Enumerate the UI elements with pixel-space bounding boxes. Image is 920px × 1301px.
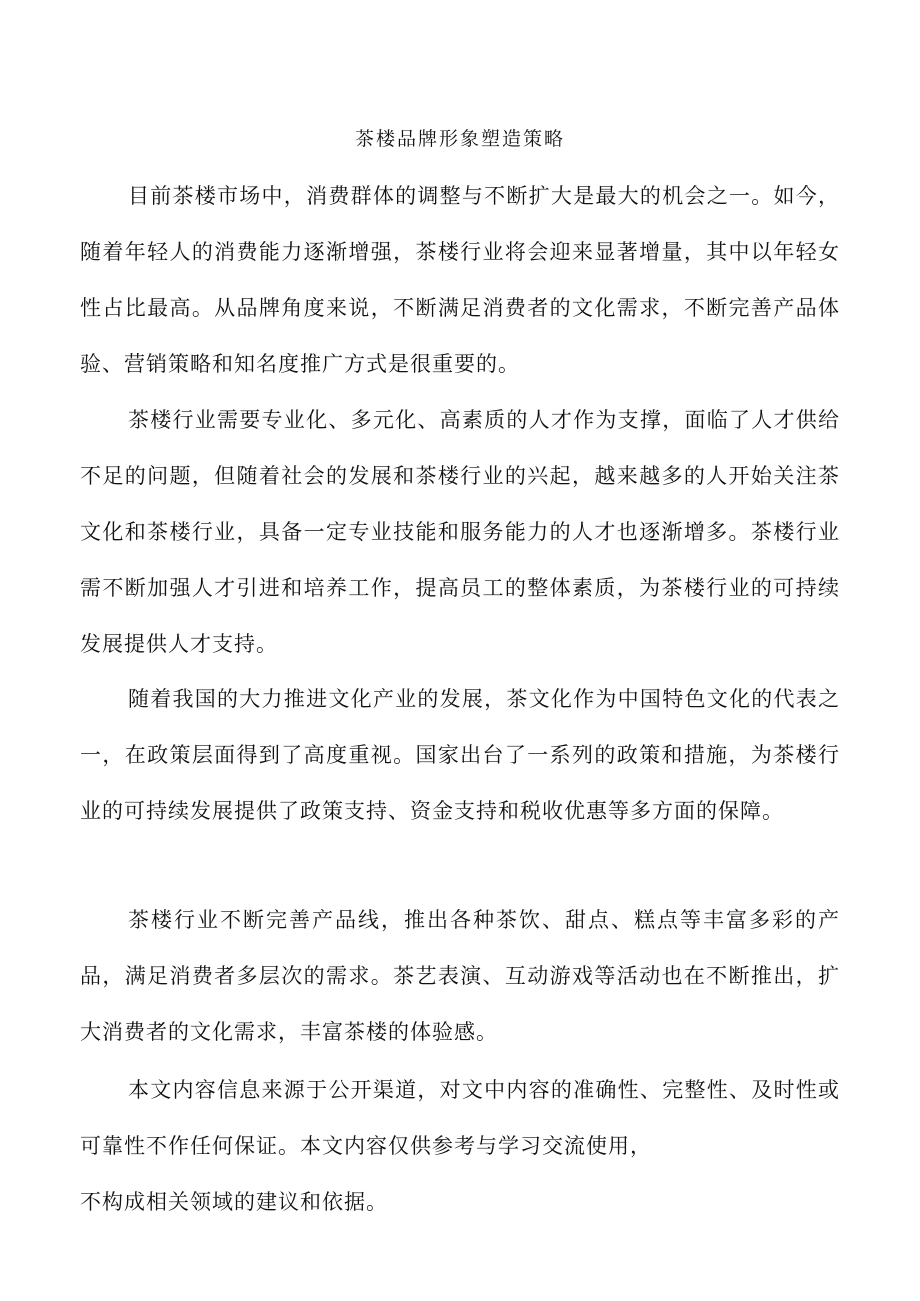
paragraph-product-line: 茶楼行业不断完善产品线，推出各种茶饮、甜点、糕点等丰富多彩的产品，满足消费者多层次的需求。茶艺表演、互动游戏等活动也在不断推出，扩大消费者的文化需求，丰富茶楼的体验感。: [80, 908, 840, 1044]
document-title: 茶楼品牌形象塑造策略: [354, 128, 565, 150]
paragraph-disclaimer: [80, 1062, 840, 1230]
paragraph-policy: 随着我国的大力推进文化产业的发展，茶文化作为中国特色文化的代表之一，在政策层面得到了高度重视。国家出台了一系列的政策和措施，为茶楼行业的可持续发展提供了政策支持、资金支持和税收优惠等多方面的保障。: [80, 687, 840, 823]
disclaimer-text-part2: 不构成相关领域的建议和依据。: [80, 1190, 388, 1214]
paragraph-talent: 茶楼行业需要专业化、多元化、高素质的人才作为支撑，面临了人才供给不足的问题，但随着社会的发展和茶楼行业的兴起，越来越多的人开始关注茶文化和茶楼行业，具备一定专业技能和服务能力的人才也逐渐增多。茶楼行业需不断加强人才引进和培养工作，提高员工的整体素质，为茶楼行业的可持续发展提供人才支持。: [80, 408, 840, 656]
disclaimer-text-part1: 本文内容信息来源于公开渠道，对文中内容的准确性、完整性、及时性或可靠性不作任何保证。本文内容仅供参考与学习交流使用，: [80, 1078, 840, 1158]
paragraph-market-opportunity: 目前茶楼市场中，消费群体的调整与不断扩大是最大的机会之一。如今，随着年轻人的消费能力逐渐增强，茶楼行业将会迎来显著增量，其中以年轻女性占比最高。从品牌角度来说，不断满足消费者的文化需求，不断完善产品体验、营销策略和知名度推广方式是很重要的。: [80, 184, 840, 376]
